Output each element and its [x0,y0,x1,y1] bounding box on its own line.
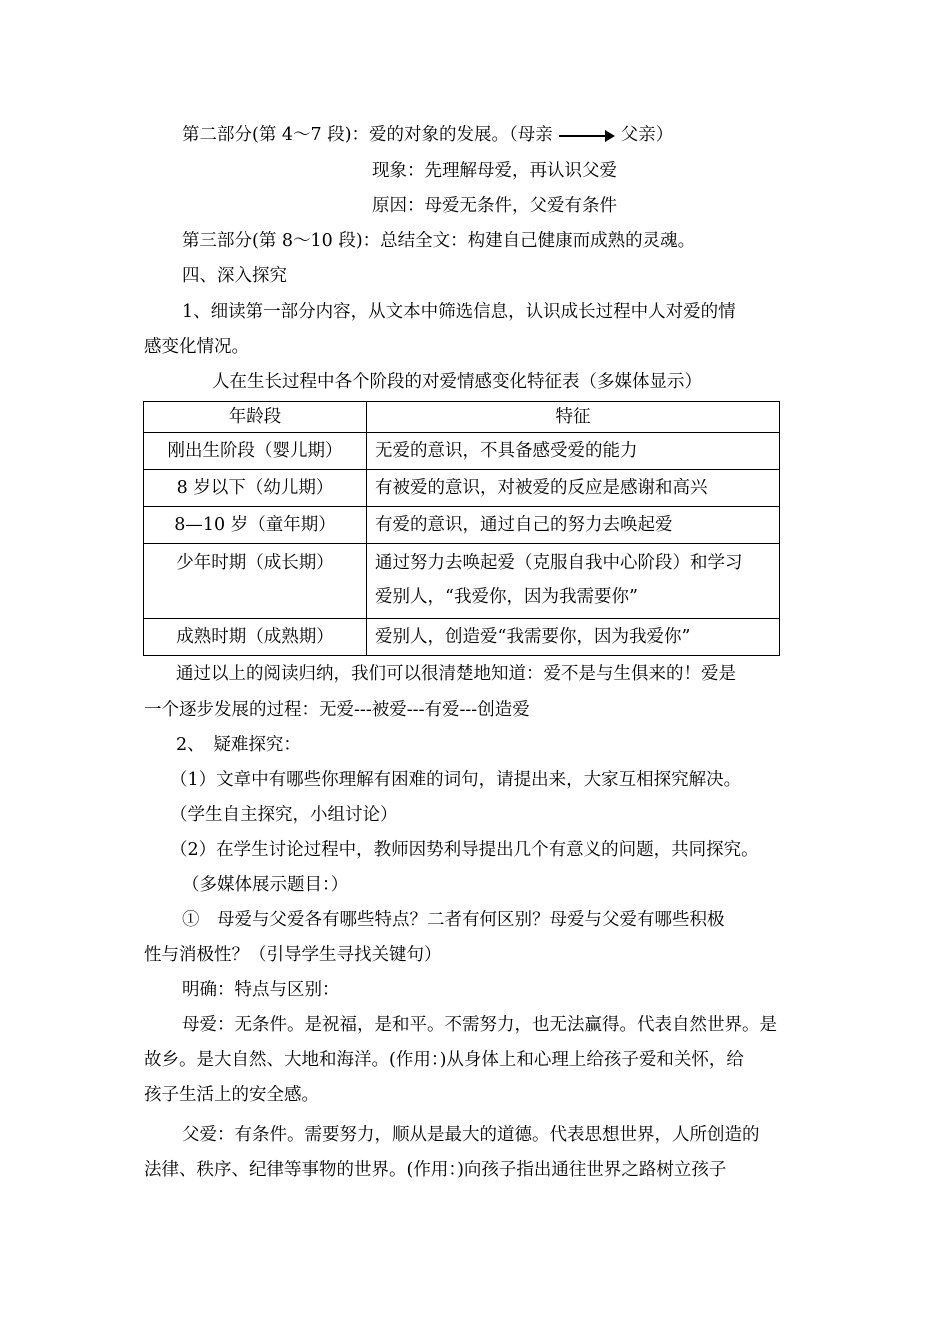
father-love-line-2: 法律、秩序、纪律等事物的世界。(作用：)向孩子指出通往世界之路树立孩子 [144,1160,727,1180]
table-row [144,507,780,544]
task-one-line-cont: 感变化情况。 [144,337,249,357]
right-arrow-icon [559,130,615,142]
cell-feature: 有爱的意识，通过自己的努力去唤起爱 [367,507,780,544]
table-header-row [144,402,780,433]
feature-table [143,401,780,656]
section-two-target: 父亲） [620,125,674,145]
question-one: ① 母爱与父爱各有哪些特点？二者有何区别？母爱与父爱有哪些积极 [182,910,725,930]
task-two-item-1: （1）文章中有哪些你理解有困难的词句，请提出来，大家互相探究解决。 [170,770,742,790]
cell-feature-line: 通过努力去唤起爱（克服自我中心阶段）和学习 [375,553,743,573]
table-title: 人在生长过程中各个阶段的对爱情感变化特征表（多媒体显示） [212,372,702,392]
section-two-line [182,123,822,147]
task-two-item-1-note: （学生自主探究，小组讨论） [170,805,398,825]
table-row [144,619,780,656]
task-one-line: 1、细读第一部分内容，从文本中筛选信息，认识成长过程中人对爱的情 [182,302,736,322]
table-row [144,433,780,470]
cell-feature: 无爱的意识，不具备感受爱的能力 [367,433,780,470]
mother-love-line-2: 故乡。是大自然、大地和海洋。(作用：)从身体上和心理上给孩子爱和关怀，给 [144,1050,744,1070]
task-two-item-2: （2）在学生讨论过程中，教师因势利导提出几个有意义的问题，共同探究。 [170,840,759,860]
mother-love-line: 母爱：无条件。是祝福，是和平。不需努力，也无法赢得。代表自然世界。是 [182,1015,777,1035]
section-two-text: 第二部分(第 4～7 段)：爱的对象的发展。（母亲 [182,125,553,145]
header-age: 年龄段 [144,402,367,433]
cell-age: 8 岁以下（幼儿期） [144,470,367,507]
cell-feature-line: 爱别人，“我爱你，因为我需要你” [375,587,638,607]
task-two-heading: 2、 疑难探究： [176,735,301,755]
father-love-line: 父爱：有条件。需要努力，顺从是最大的道德。代表思想世界，人所创造的 [182,1125,760,1145]
section-three-line: 第三部分(第 8～10 段)：总结全文：构建自己健康而成熟的灵魂。 [182,231,696,251]
cell-age: 少年时期（成长期） [144,544,367,619]
table-row [144,544,780,619]
cell-age: 8—10 岁（童年期） [144,507,367,544]
cell-age: 成熟时期（成熟期） [144,619,367,656]
heading-deep-explore: 四、深入探究 [182,266,287,286]
clarify-heading: 明确：特点与区别： [182,980,340,1000]
header-feature: 特征 [367,402,780,433]
summary-line: 通过以上的阅读归纳，我们可以很清楚地知道：爱不是与生俱来的！爱是 [176,664,736,684]
question-one-cont: 性与消极性？（引导学生寻找关键句） [144,945,442,965]
cell-feature: 爱别人，创造爱“我需要你，因为我爱你” [367,619,780,656]
cell-age: 刚出生阶段（婴儿期） [144,433,367,470]
reason-line: 原因：母爱无条件，父爱有条件 [372,196,617,216]
mother-love-line-3: 孩子生活上的安全感。 [144,1085,319,1105]
cell-feature [367,544,780,619]
summary-line-cont: 一个逐步发展的过程：无爱---被爱---有爱---创造爱 [144,700,530,720]
task-two-item-2-note: （多媒体展示题目：） [182,875,349,895]
cell-feature: 有被爱的意识，对被爱的反应是感谢和高兴 [367,470,780,507]
table-row [144,470,780,507]
phenomenon-line: 现象：先理解母爱，再认识父爱 [372,161,617,181]
